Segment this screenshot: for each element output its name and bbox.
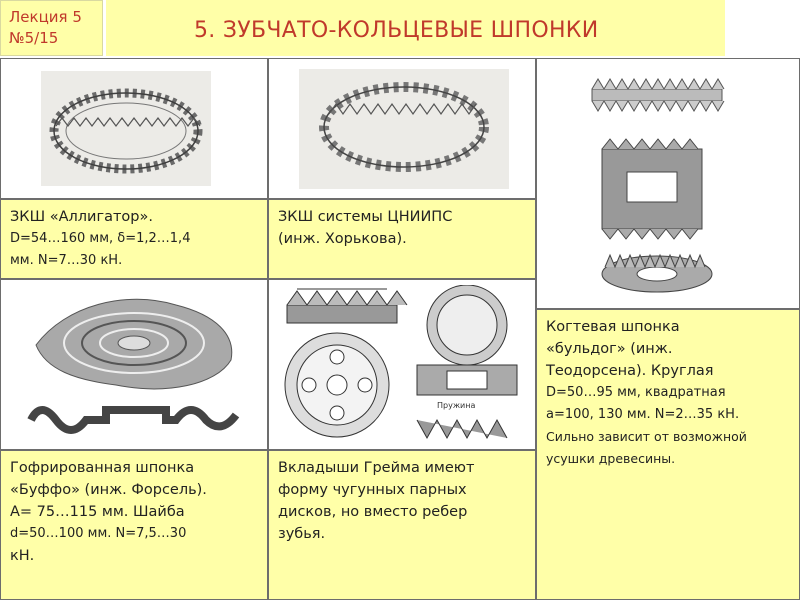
title-box bbox=[106, 0, 725, 56]
bulldog-line-4: D=50…95 мм, квадратная bbox=[546, 385, 726, 400]
bulldog-line-1: Когтевая шпонка bbox=[546, 319, 680, 335]
tsniips-image-cell bbox=[268, 58, 536, 199]
bulldog-strip bbox=[592, 79, 724, 111]
buffo-description bbox=[0, 450, 268, 600]
buffo-washer-image bbox=[26, 285, 246, 445]
alligator-ring-image bbox=[41, 71, 211, 186]
tsniips-description bbox=[268, 199, 536, 279]
greim-line-3: дисков, но вместо ребер bbox=[278, 504, 468, 520]
alligator-line-3: мм. N=7…30 кН. bbox=[10, 253, 123, 268]
greim-description bbox=[268, 450, 536, 600]
bulldog-description bbox=[536, 309, 800, 600]
buffo-line-1: Гофрированная шпонка bbox=[10, 460, 195, 476]
alligator-image-cell bbox=[0, 58, 268, 199]
buffo-line-5: кН. bbox=[10, 548, 35, 564]
bulldog-line-5: a=100, 130 мм. N=2…35 кН. bbox=[546, 407, 740, 422]
bulldog-images bbox=[587, 69, 772, 304]
keys-table bbox=[0, 58, 800, 600]
greim-line-2: форму чугунных парных bbox=[278, 482, 467, 498]
tsniips-ring-image bbox=[299, 69, 509, 189]
bulldog-image-cell bbox=[536, 58, 800, 309]
page-title: 5. ЗУБЧАТО-КОЛЬЦЕВЫЕ ШПОНКИ bbox=[194, 18, 599, 43]
bulldog-line-7: усушки древесины. bbox=[546, 451, 676, 466]
alligator-line-2: D=54…160 мм, δ=1,2…1,4 bbox=[10, 231, 191, 246]
bulldog-square bbox=[602, 139, 702, 239]
bulldog-line-3: Теодорсена). Круглая bbox=[546, 363, 714, 379]
tsniips-line-1: ЗКШ системы ЦНИИПС bbox=[278, 209, 453, 225]
alligator-description bbox=[0, 199, 268, 279]
buffo-line-4: d=50…100 мм. N=7,5…30 bbox=[10, 526, 187, 541]
bulldog-line-2: «бульдог» (инж. bbox=[546, 341, 673, 357]
lecture-number: №5/15 bbox=[9, 29, 59, 47]
bulldog-line-6: Сильно зависит от возможной bbox=[546, 429, 747, 444]
lecture-label: Лекция 5 bbox=[9, 8, 82, 26]
greim-line-4: зубья. bbox=[278, 526, 326, 542]
greim-drawings bbox=[277, 285, 532, 445]
greim-line-1: Вкладыши Грейма имеют bbox=[278, 460, 475, 476]
alligator-line-1: ЗКШ «Аллигатор». bbox=[10, 209, 153, 225]
spring-label: Пружина bbox=[437, 401, 476, 410]
buffo-line-2: «Буффо» (инж. Форсель). bbox=[10, 482, 207, 498]
greim-image-cell bbox=[268, 279, 536, 450]
buffo-line-3: А= 75…115 мм. Шайба bbox=[10, 504, 185, 520]
tsniips-line-2: (инж. Хорькова). bbox=[278, 231, 407, 247]
buffo-image-cell bbox=[0, 279, 268, 450]
lecture-label-box bbox=[0, 0, 103, 56]
greim-top-view bbox=[285, 333, 389, 437]
